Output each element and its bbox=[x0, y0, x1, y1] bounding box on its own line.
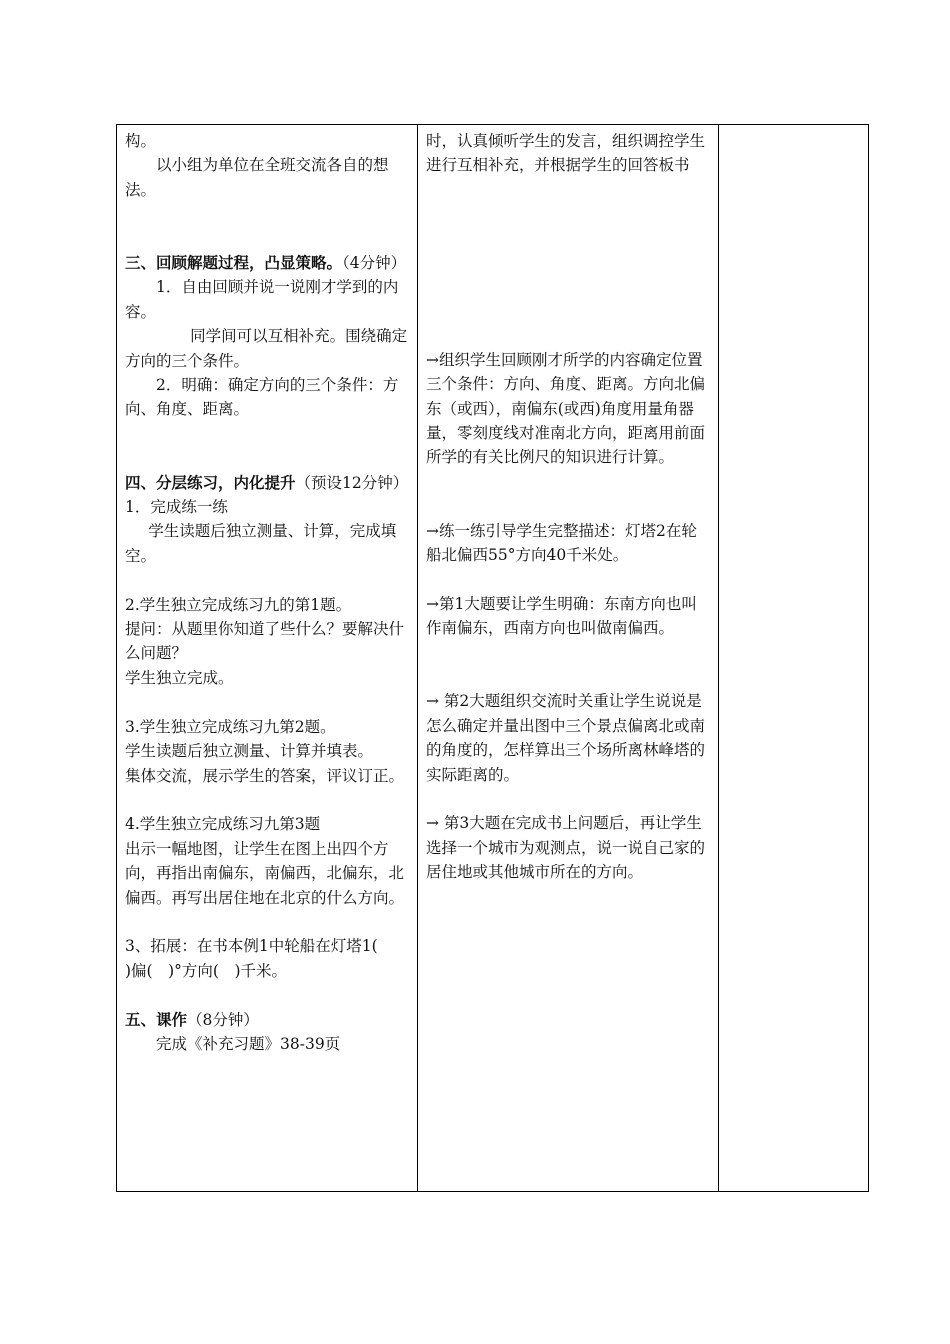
text-line: 2．明确：确定方向的三个条件：方向、角度、距离。 bbox=[125, 376, 399, 419]
section-title: 四、分层练习，内化提升 bbox=[125, 472, 296, 492]
text-line: 以小组为单位在全班交流各自的想法。 bbox=[125, 156, 389, 199]
section-heading bbox=[125, 1008, 409, 1032]
text-line: 学生读题后独立测量、计算并填表。 bbox=[125, 742, 374, 761]
text-line: 集体交流，展示学生的答案，评议订正。 bbox=[125, 766, 405, 785]
table-row bbox=[117, 125, 869, 1192]
text-line: →第1大题要让学生明确：东南方向也叫作南偏东，西南方向也叫做南偏西。 bbox=[426, 594, 697, 638]
section-time: （预设12分钟） bbox=[295, 473, 409, 492]
text-line: 同学间可以互相补充。围绕确定方向的三个条件。 bbox=[125, 327, 408, 370]
text-line: 时，认真倾听学生的发言，组织调控学生进行互相补充，并根据学生的回答板书 bbox=[426, 132, 706, 175]
notes-cell bbox=[719, 125, 869, 1192]
text-line: 出示一幅地图，让学生在图上出四个方向，再指出南偏东，南偏西，北偏东，北偏西。再写出居住地在北京的什么方向。 bbox=[125, 839, 405, 907]
text-line: →组织学生回顾刚才所学的内容确定位置三个条件：方向、角度、距离。方向北偏东（或西），南偏东(或西)角度用量角器量，零刻度线对准南北方向，距离用前面所学的有关比例尺的知识进行计算。 bbox=[426, 350, 706, 467]
text-line: 构。 bbox=[125, 132, 157, 150]
text-line: 3.学生独立完成练习九第2题。 bbox=[125, 717, 336, 736]
section-title: 五、课作 bbox=[125, 1009, 188, 1029]
section-heading bbox=[125, 251, 409, 275]
text-line: →练一练引导学生完整描述：灯塔2在轮船北偏西55°方向40千米处。 bbox=[426, 521, 697, 565]
lesson-plan-table bbox=[116, 124, 869, 1192]
text-line: 学生读题后独立测量、计算，完成填空。 bbox=[125, 522, 397, 565]
section-time: （8分钟） bbox=[187, 1010, 259, 1029]
text-line: 提问：从题里你知道了些什么？要解决什么问题？ bbox=[125, 620, 405, 663]
text-line: 完成《补充习题》38-39页 bbox=[156, 1034, 341, 1053]
text-line: 2.学生独立完成练习九的第1题。 bbox=[125, 595, 352, 614]
student-activity-cell bbox=[117, 125, 418, 1192]
text-line: 4.学生独立完成练习九第3题 bbox=[125, 815, 321, 834]
text-line: → 第2大题组织交流时关重让学生说说是怎么确定并量出图中三个景点偏离北或南的角度的，怎样算出三个场所离林峰塔的实际距离的。 bbox=[426, 692, 706, 784]
text-line: 1．完成练一练 bbox=[125, 498, 228, 517]
text-line: 3、拓展：在书本例1中轮船在灯塔1( )偏( )°方向( )千米。 bbox=[125, 937, 409, 980]
teacher-activity-cell bbox=[418, 125, 719, 1192]
section-time: （4分钟） bbox=[342, 254, 407, 273]
text-line: 学生独立完成。 bbox=[125, 668, 234, 687]
section-heading bbox=[125, 471, 409, 495]
section-title: 三、回顾解题过程，凸显策略。 bbox=[125, 253, 343, 273]
text-line: → 第3大题在完成书上问题后，再让学生选择一个城市为观测点，说一说自己家的居住地或其他城市所在的方向。 bbox=[426, 814, 706, 882]
text-line: 1．自由回顾并说一说刚才学到的内容。 bbox=[125, 278, 399, 321]
